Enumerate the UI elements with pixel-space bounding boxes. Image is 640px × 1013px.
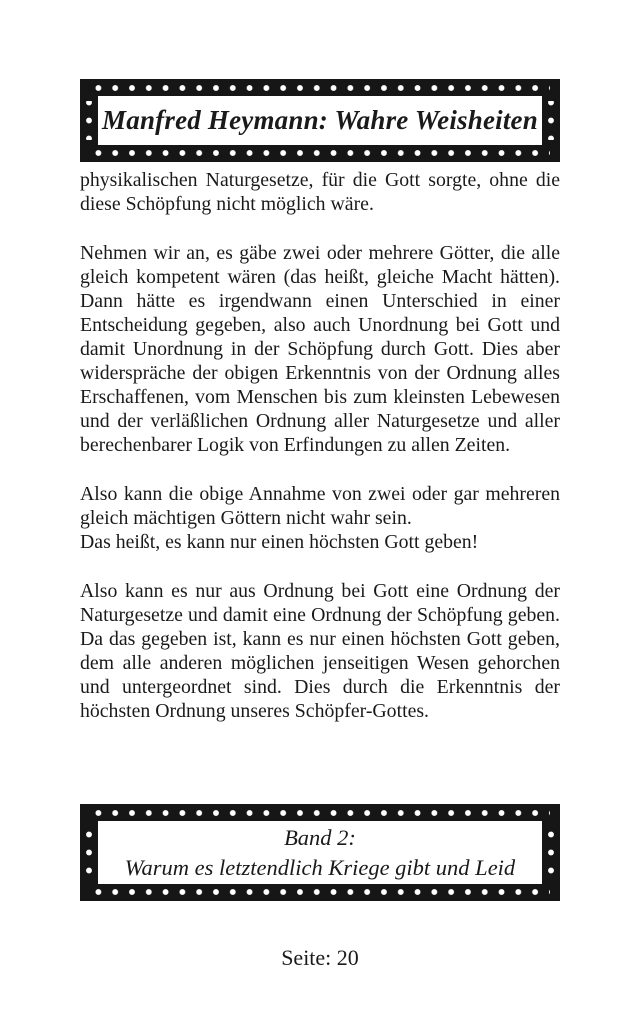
- banner-dots-left: [85, 101, 93, 140]
- book-title: Manfred Heymann: Wahre Weisheiten: [102, 105, 538, 135]
- banner-dots-bottom: [90, 149, 550, 157]
- banner-dots-top: [90, 84, 550, 92]
- paragraph-1: physikalischen Naturgesetze, für die Gott sorgte, ohne die diese Schöpfung nicht möglich wäre.: [80, 169, 560, 216]
- volume-title: Warum es letztendlich Kriege gibt und Leid: [124, 854, 516, 880]
- paragraph-4: Also kann es nur aus Ordnung bei Gott eine Ordnung der Naturgesetze und damit eine Ordnung der Schöpfung geben. Da das gegeben ist, kann es nur einen höchsten Gott geben, dem alle anderen möglichen jenseitigen Wesen gehorchen und untergeordnet sind. Dies durch die Erkenntnis der höchsten Ordnung unseres Schöpfer-Gottes.: [80, 579, 560, 723]
- paragraph-3: [80, 482, 560, 554]
- page-body: [80, 168, 560, 748]
- footer-dots-top: [90, 809, 550, 817]
- paragraph-2: Nehmen wir an, es gäbe zwei oder mehrere Götter, die alle gleich kompetent wären (das heißt, gleiche Macht hätten). Dann hätte es irgendwann einen Unterschied in einer Entscheidung gegeben, also auch Unordnung bei Gott und damit Unordnung in der Schöpfung durch Gott. Dies aber widerspräche der obigen Erkenntnis von der Ordnung alles Erschaffenen, vom Menschen bis zum kleinsten Lebewesen und der verläßlichen Ordnung aller Naturgesetze und aller berechenbarer Logik von Erfindungen zu allen Zeiten.: [80, 241, 560, 457]
- header-panel: [98, 96, 542, 145]
- footer-dots-bottom: [90, 888, 550, 896]
- page-number: Seite: 20: [281, 945, 359, 970]
- header-banner: [80, 79, 560, 162]
- footer-banner: [80, 804, 560, 901]
- footer-panel: [98, 821, 542, 884]
- paragraph-3-line-2: Das heißt, es kann nur einen höchsten Gott geben!: [80, 531, 479, 554]
- footer-dots-left: [85, 826, 93, 879]
- paragraph-3-line-1: Also kann die obige Annahme von zwei oder gar mehreren gleich mächtigen Göttern nicht wahr sein.: [80, 483, 560, 530]
- volume-label: Band 2:: [284, 824, 356, 850]
- banner-dots-right: [547, 101, 555, 140]
- footer-dots-right: [547, 826, 555, 879]
